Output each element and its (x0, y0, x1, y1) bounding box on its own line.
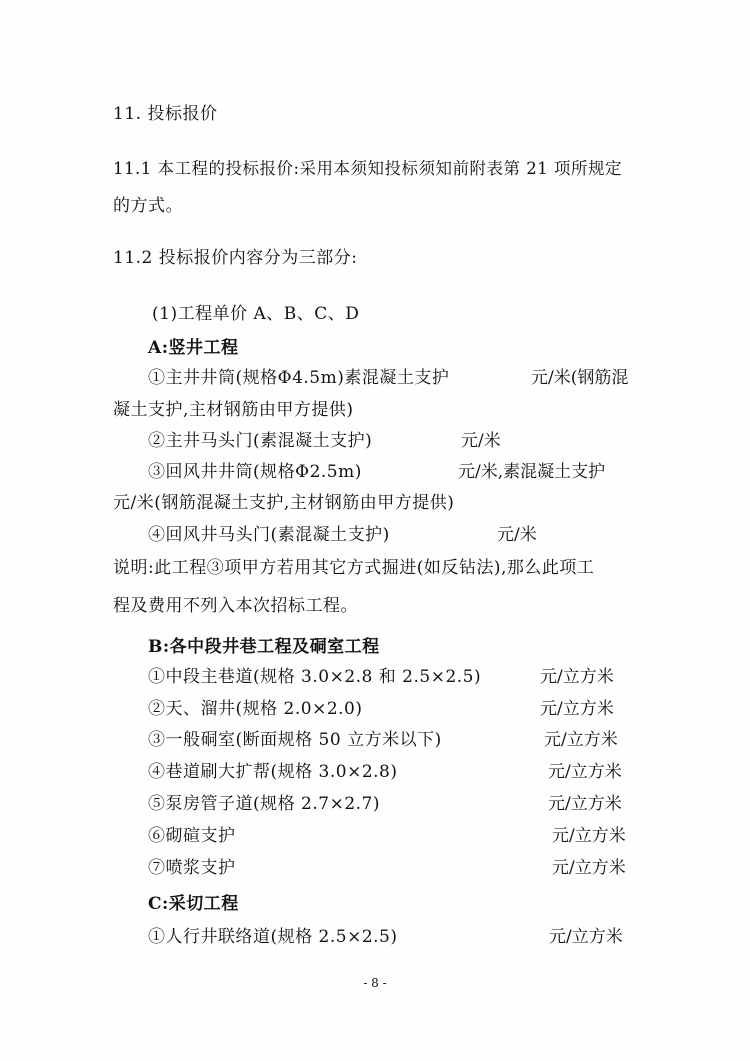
group-a-item1: ①主井井筒(规格Φ4.5m)素混凝土支护 (148, 368, 450, 388)
group-b-item: ⑤泵房管子道(规格 2.7×2.7) (148, 794, 380, 814)
section-11-2: 11.2 投标报价内容分为三部分: (113, 248, 358, 268)
group-b-item-unit: 元/立方米 (540, 699, 614, 719)
note-line2: 程及费用不列入本次招标工程。 (113, 596, 358, 616)
section-11-1-line1: 11.1 本工程的投标报价:采用本须知投标须知前附表第 21 项所规定 (113, 159, 623, 178)
group-b-item: ②天、溜井(规格 2.0×2.0) (148, 699, 363, 719)
group-b-item-unit: 元/立方米 (548, 762, 622, 782)
group-c-heading: C:采切工程 (148, 894, 239, 914)
group-b-item-unit: 元/立方米 (544, 730, 618, 750)
group-a-item4-unit: 元/米 (497, 525, 537, 545)
group-b-item-unit: 元/立方米 (552, 858, 626, 878)
group-a-heading: A:竖井工程 (148, 338, 239, 358)
group-c-item1: ①人行井联络道(规格 2.5×2.5) (148, 927, 398, 947)
section-11-1-line2: 的方式。 (113, 196, 183, 216)
group-a-item1-unit: 元/米(钢筋混 (531, 368, 629, 388)
note-line1: 说明:此工程③项甲方若用其它方式掘进(如反钻法),那么此项工 (113, 558, 595, 578)
group-b-item-unit: 元/立方米 (548, 794, 622, 814)
section-heading: 11. 投标报价 (113, 104, 218, 124)
group-b-item: ⑦喷浆支护 (148, 858, 236, 878)
group-a-item2: ②主井马头门(素混凝土支护) (148, 431, 373, 451)
group-b-heading: B:各中段井巷工程及硐室工程 (148, 637, 380, 657)
part1-heading: (1)工程单价 A、B、C、D (152, 304, 360, 324)
group-b-item: ⑥砌碹支护 (148, 826, 236, 846)
group-b-item: ④巷道刷大扩帮(规格 3.0×2.8) (148, 762, 398, 782)
group-b-item-unit: 元/立方米 (540, 667, 614, 687)
group-b-item-unit: 元/立方米 (552, 826, 626, 846)
group-b-item: ①中段主巷道(规格 3.0×2.8 和 2.5×2.5) (148, 667, 482, 687)
group-a-item3-line2: 元/米(钢筋混凝土支护,主材钢筋由甲方提供) (113, 493, 455, 513)
group-a-item4: ④回风井马头门(素混凝土支护) (148, 525, 390, 545)
group-b-item: ③一般硐室(断面规格 50 立方米以下) (148, 730, 442, 750)
page-number: - 8 - (363, 976, 387, 990)
group-a-item3: ③回风井井筒(规格Φ2.5m) (148, 462, 362, 482)
group-a-item2-unit: 元/米 (461, 431, 501, 451)
group-a-item1-line2: 凝土支护,主材钢筋由甲方提供) (113, 400, 354, 420)
group-c-item1-unit: 元/立方米 (549, 927, 623, 947)
group-a-item3-unit: 元/米,素混凝土支护 (458, 462, 606, 482)
